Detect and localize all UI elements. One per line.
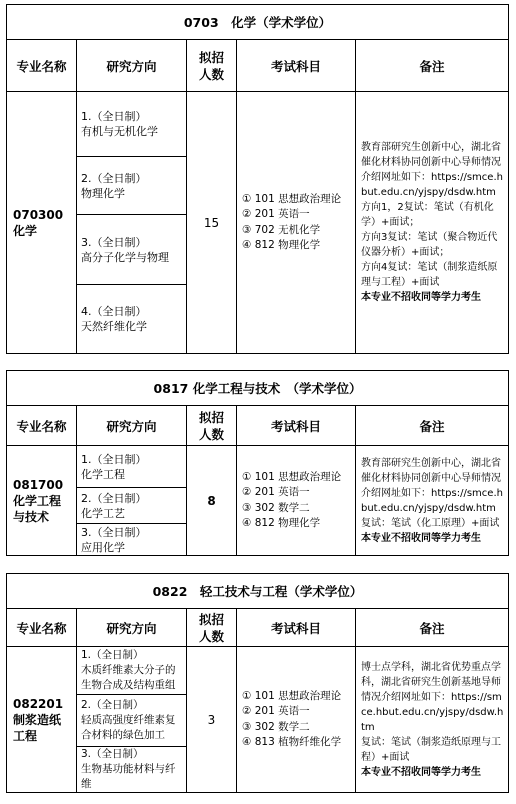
header-direction: 研究方向 [77,40,187,92]
quota-value: 3 [187,647,237,793]
header-note: 备注 [356,40,509,92]
major-code: 082201 [13,696,64,711]
quota-value: 8 [187,446,237,556]
section-chemistry [6,4,508,354]
direction-item: 2.（全日制） 轻质高强度纤维素复合材料的绿色加工 [77,695,187,747]
no-equivalent-notice: 本专业不招收同等学力考生 [361,532,481,544]
major-cell [7,647,77,793]
header-note: 备注 [356,609,509,647]
header-note: 备注 [356,406,509,446]
direction-item: 3.（全日制） 应用化学 [77,524,187,556]
quota-value: 15 [187,92,237,354]
header-exam: 考试科目 [237,609,356,647]
no-equivalent-notice: 本专业不招收同等学力考生 [361,292,481,303]
direction-item: 3.（全日制） 高分子化学与物理 [77,215,187,285]
header-direction: 研究方向 [77,406,187,446]
major-cell [7,92,77,354]
header-major: 专业名称 [7,609,77,647]
header-direction: 研究方向 [77,609,187,647]
direction-item: 1.（全日制） 木质纤维素大分子的生物合成及结构重组 [77,647,187,695]
header-major: 专业名称 [7,406,77,446]
program-table [6,4,509,354]
direction-item: 1.（全日制） 有机与无机化学 [77,92,187,157]
section-title: 0703 化学（学术学位） [7,5,509,40]
program-table [6,370,509,556]
note-cell: 教育部研究生创新中心，湖北省催化材料协同创新中心导师情况介绍网址如下：https://smce.hbut.edu.cn/yjspy/dsdw.htm 复试：笔试（化工原理）+面试 本专业不招收同等学力考生 [356,446,509,556]
section-light-industry [6,573,508,793]
no-equivalent-notice: 本专业不招收同等学力考生 [361,766,481,778]
header-quota: 拟招 人数 [187,406,237,446]
note-cell: 教育部研究生创新中心，湖北省催化材料协同创新中心导师情况介绍网址如下：https://smce.hbut.edu.cn/yjspy/dsdw.htm 方向1，2复试：笔试（有机化学）+面试； 方向3复试：笔试（聚合物近代仪器分析）+面试； 方向4复试：笔试（制浆造纸原理与工程）+面试 本专业不招收同等学力考生 [356,92,509,354]
major-name: 制浆造纸 工程 [13,712,62,743]
header-major: 专业名称 [7,40,77,92]
note-cell: 博士点学科，湖北省优势重点学科，湖北省研究生创新基地导师情况介绍网址如下：https://smce.hbut.edu.cn/yjspy/dsdw.htm 复试：笔试（制浆造纸原理与工程）+面试 本专业不招收同等学力考生 [356,647,509,793]
direction-item: 2.（全日制） 化学工艺 [77,488,187,524]
major-code: 070300 [13,207,64,222]
header-quota: 拟招 人数 [187,40,237,92]
section-title: 0817 化学工程与技术 （学术学位） [7,371,509,406]
major-cell [7,446,77,556]
exam-list: ① 101 思想政治理论 ② 201 英语一 ③ 302 数学二 ④ 812 物理化学 [237,446,356,556]
program-table [6,573,509,793]
header-exam: 考试科目 [237,40,356,92]
major-name: 化学 [13,223,38,238]
direction-item: 4.（全日制） 天然纤维化学 [77,285,187,354]
direction-item: 3.（全日制） 生物基功能材料与纤维 [77,747,187,793]
exam-list: ① 101 思想政治理论 ② 201 英语一 ③ 302 数学二 ④ 813 植物纤维化学 [237,647,356,793]
header-exam: 考试科目 [237,406,356,446]
direction-item: 1.（全日制） 化学工程 [77,446,187,488]
major-code: 081700 [13,477,64,492]
exam-list: ① 101 思想政治理论 ② 201 英语一 ③ 702 无机化学 ④ 812 物理化学 [237,92,356,354]
major-name: 化学工程 与技术 [13,493,62,524]
section-title: 0822 轻工技术与工程（学术学位） [7,574,509,609]
direction-item: 2.（全日制） 物理化学 [77,157,187,215]
section-chemical-engineering [6,370,508,556]
header-quota: 拟招 人数 [187,609,237,647]
